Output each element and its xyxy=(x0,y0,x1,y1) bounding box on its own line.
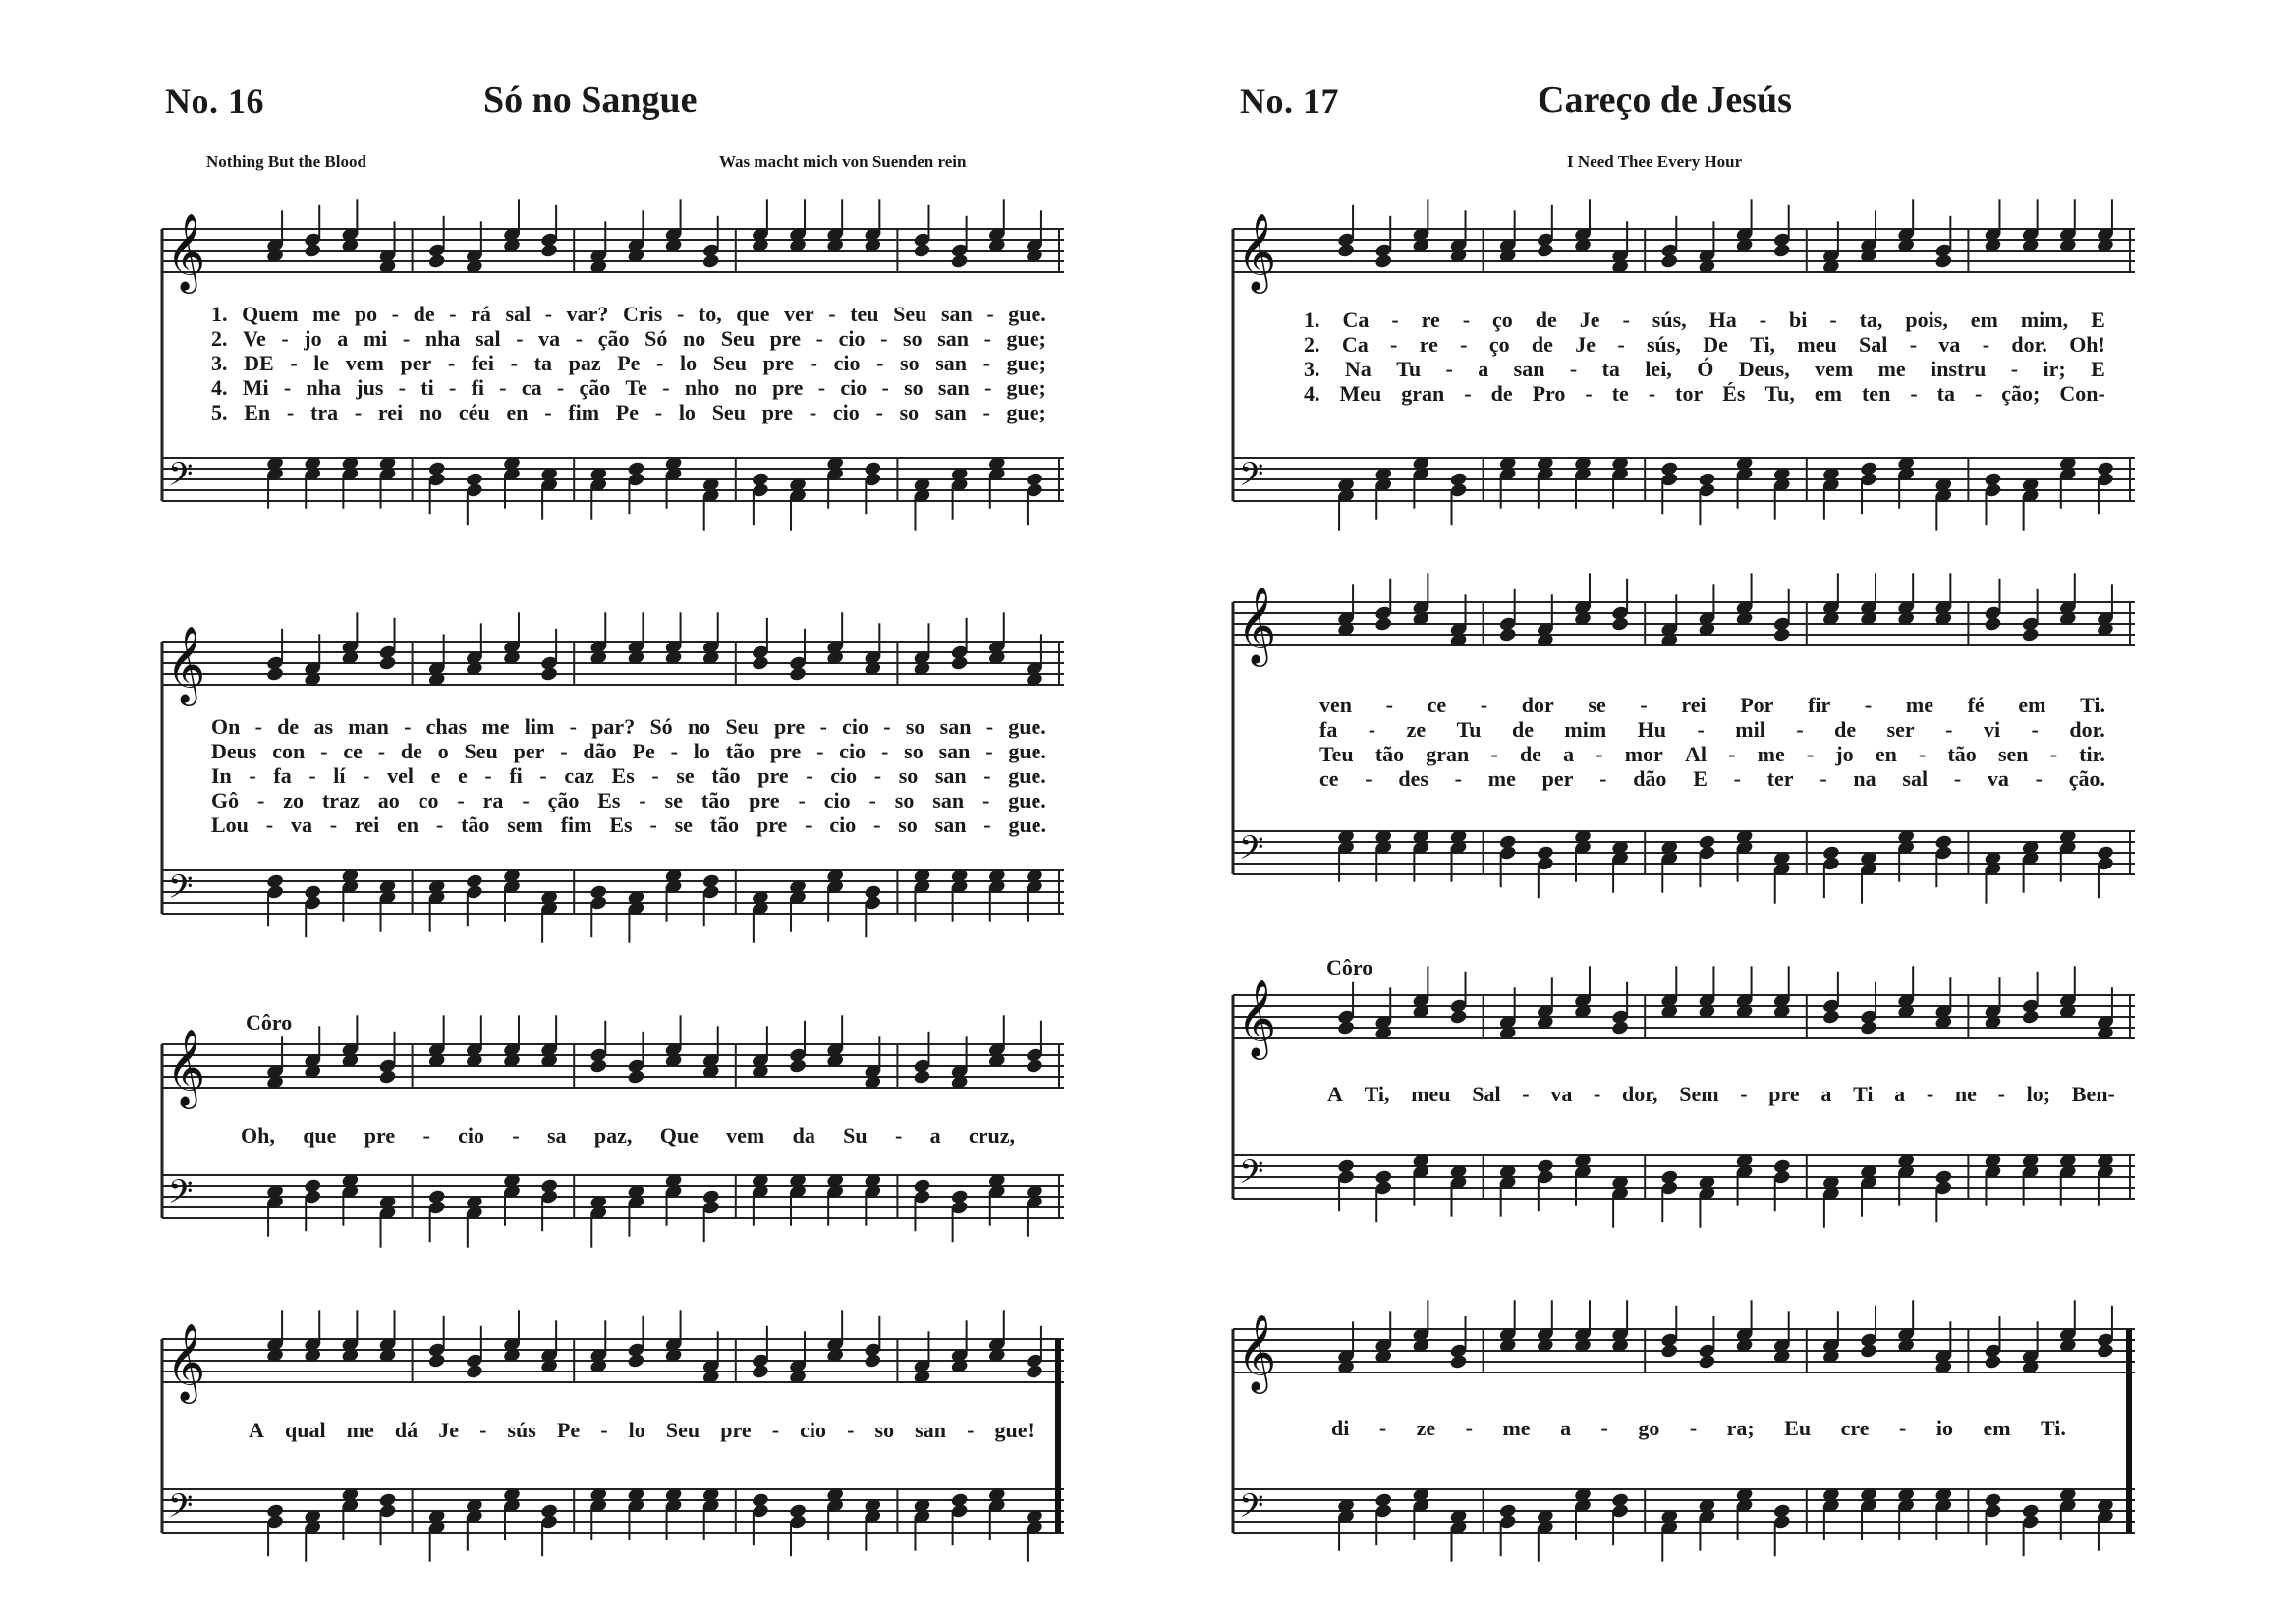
lyric-line: 4. Meu gran - de Pro - te - tor És Tu, em ten - ta - ção; Con- xyxy=(1304,381,2105,406)
music-system xyxy=(1233,1314,2135,1557)
lyric-line: ven - ce - dor se - rei Por fir - me fé em Ti. xyxy=(1319,693,2105,717)
hymn-title-17: Careço de Jesús xyxy=(1538,80,1792,121)
hymn-number-16: No. 16 xyxy=(165,82,264,121)
lyric-line: Oh, que pre - cio - sa paz, Que vem da Su - a cruz, xyxy=(241,1123,1015,1148)
svg-text:𝄞: 𝄞 xyxy=(166,213,206,292)
music-system xyxy=(1233,587,2135,899)
svg-text:𝄢: 𝄢 xyxy=(1239,1153,1264,1200)
svg-text:𝄞: 𝄞 xyxy=(166,1029,206,1107)
hymn-title-16: Só no Sangue xyxy=(483,80,698,121)
lyric-line: 3. Na Tu - a san - ta lei, Ó Deus, vem me instru - ir; E xyxy=(1304,357,2105,381)
lyric-line: Deus con - ce - de o Seu per - dão Pe - lo tão pre - cio - so san - gue. xyxy=(211,739,1046,763)
lyric-line: 2. Ca - re - ço de Je - sús, De Ti, meu Sal - va - dor. Oh! xyxy=(1304,332,2105,357)
chorus-label: Côro xyxy=(246,1010,293,1035)
lyric-line: 5. En - tra - rei no céu en - fim Pe - lo Seu pre - cio - so san - gue; xyxy=(211,400,1046,424)
svg-text:𝄞: 𝄞 xyxy=(1237,213,1277,292)
svg-text:𝄢: 𝄢 xyxy=(168,1173,194,1219)
svg-text:𝄢: 𝄢 xyxy=(1239,456,1264,502)
lyric-line: A qual me dá Je - sús Pe - lo Seu pre - cio - so san - gue! xyxy=(249,1418,1035,1442)
svg-text:𝄞: 𝄞 xyxy=(1237,1314,1277,1392)
staff-notation xyxy=(162,1323,1064,1557)
hymn-subtitle-german-16: Was macht mich von Suenden rein xyxy=(719,152,967,171)
svg-text:𝄢: 𝄢 xyxy=(168,1487,194,1534)
hymn-subtitle-english-17: I Need Thee Every Hour xyxy=(1567,152,1743,171)
lyric-line: In - fa - lí - vel e e - fi - caz Es - se tão pre - cio - so san - gue. xyxy=(211,763,1046,788)
lyric-line: di - ze - me a - go - ra; Eu cre - io em Ti. xyxy=(1331,1416,2066,1440)
lyric-line: fa - ze Tu de mim Hu - mil - de ser - vi - dor. xyxy=(1319,717,2105,742)
lyric-line: Gô - zo traz ao co - ra - ção Es - se tão pre - cio - so san - gue. xyxy=(211,788,1046,812)
svg-text:𝄢: 𝄢 xyxy=(168,456,194,502)
music-system xyxy=(1233,980,2135,1223)
music-system xyxy=(162,1029,1064,1243)
lyric-line: 1. Ca - re - ço de Je - sús, Ha - bi - ta, pois, em mim, E xyxy=(1304,308,2105,332)
svg-text:𝄢: 𝄢 xyxy=(168,868,194,915)
lyric-line: A Ti, meu Sal - va - dor, Sem - pre a Ti a - ne - lo; Ben- xyxy=(1327,1082,2115,1106)
lyric-line: On - de as man - chas me lim - par? Só no Seu pre - cio - so san - gue. xyxy=(211,714,1046,739)
lyric-line: 3. DE - le vem per - fei - ta paz Pe - lo Seu pre - cio - so san - gue; xyxy=(211,351,1046,375)
hymn-number-17: No. 17 xyxy=(1240,82,1339,121)
lyric-line: Lou - va - rei en - tão sem fim Es - se tão pre - cio - so san - gue. xyxy=(211,812,1046,837)
music-system xyxy=(1233,213,2135,526)
svg-text:𝄞: 𝄞 xyxy=(1237,587,1277,665)
lyric-line: 1. Quem me po - de - rá sal - var? Cris - to, que ver - teu Seu san - gue. xyxy=(211,302,1046,326)
svg-text:𝄞: 𝄞 xyxy=(1237,980,1277,1058)
lyric-line: 2. Ve - jo a mi - nha sal - va - ção Só no Seu pre - cio - so san - gue; xyxy=(211,326,1046,351)
svg-text:𝄢: 𝄢 xyxy=(1239,1487,1264,1534)
music-system xyxy=(162,1323,1064,1557)
svg-text:𝄞: 𝄞 xyxy=(166,626,206,704)
svg-text:𝄢: 𝄢 xyxy=(1239,829,1264,875)
svg-text:𝄞: 𝄞 xyxy=(166,1323,206,1402)
hymn-subtitle-english-16: Nothing But the Blood xyxy=(206,152,366,171)
lyric-line: ce - des - me per - dão E - ter - na sal - va - ção. xyxy=(1319,766,2105,791)
music-system xyxy=(162,213,1064,526)
lyric-line: Teu tão gran - de a - mor Al - me - jo en - tão sen - tir. xyxy=(1319,742,2105,766)
chorus-label: Côro xyxy=(1326,955,1373,980)
music-system xyxy=(162,626,1064,938)
lyric-line: 4. Mi - nha jus - ti - fi - ca - ção Te - nho no pre - cio - so san - gue; xyxy=(211,375,1046,400)
